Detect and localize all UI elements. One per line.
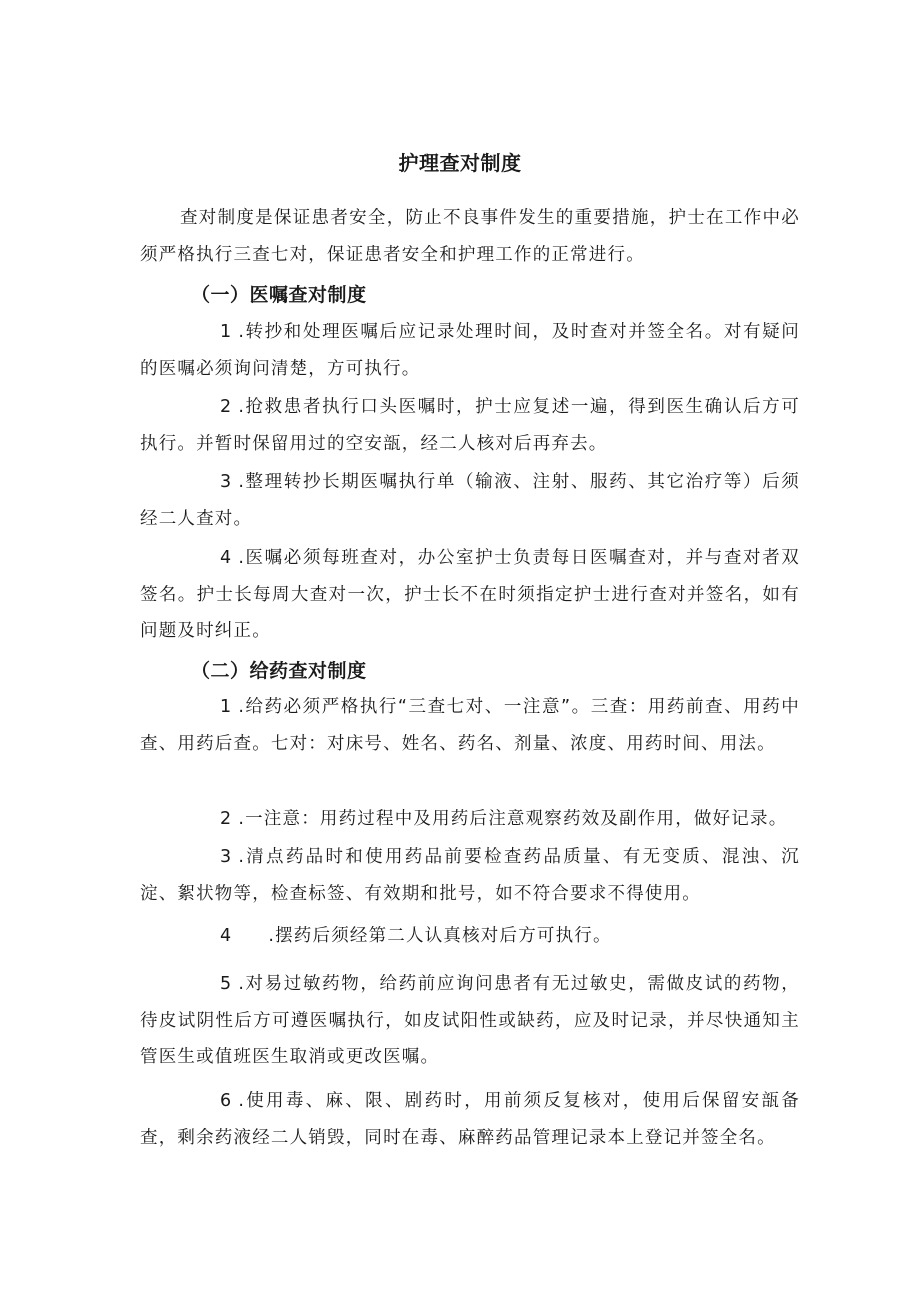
- item-text: .给药必须严格执行“三查七对、一注意”。三查：用药前查、用药中查、用药后查。七对：对床号、姓名、药名、剂量、浓度、用药时间、用法。: [140, 697, 800, 754]
- item-number: 6: [220, 1091, 233, 1111]
- item-text: .转抄和处理医嘱后应记录处理时间，及时查对并签全名。对有疑问的医嘱必须询问清楚，方可执行。: [140, 322, 800, 379]
- item-number: 5: [220, 974, 233, 994]
- item-text: .整理转抄长期医嘱执行单（输液、注射、服药、其它治疗等）后须经二人查对。: [140, 472, 800, 529]
- item-text: .清点药品时和使用药品前要检查药品质量、有无变质、混浊、沉淀、絮状物等，检查标签、有效期和批号，如不符合要求不得使用。: [140, 847, 800, 904]
- section-2-item-2: [140, 801, 800, 838]
- item-number: 2: [220, 397, 233, 417]
- section-1-item-3: [140, 464, 800, 537]
- item-number: 2: [220, 809, 233, 829]
- section-1-item-2: [140, 389, 800, 462]
- section-2-item-5: [140, 966, 800, 1076]
- section-1-item-4: [140, 540, 800, 650]
- section-heading-1: （一）医嘱查对制度: [191, 284, 367, 306]
- item-text: .摆药后须经第二人认真核对后方可执行。: [268, 926, 612, 946]
- section-2-item-6: [140, 1083, 800, 1156]
- item-text: .使用毒、麻、限、剧药时，用前须反复核对，使用后保留安瓿备查，剩余药液经二人销毁，同时在毒、麻醉药品管理记录本上登记并签全名。: [140, 1091, 800, 1148]
- item-text: .医嘱必须每班查对，办公室护士负责每日医嘱查对，并与查对者双签名。护士长每周大查对一次，护士长不在时须指定护士进行查对并签名，如有问题及时纠正。: [140, 548, 800, 641]
- item-number: 4: [220, 548, 233, 568]
- item-number: 1: [220, 697, 233, 717]
- item-number: 3: [220, 847, 233, 867]
- section-2-item-4: [140, 918, 800, 955]
- item-text: .对易过敏药物，给药前应询问患者有无过敏史，需做皮试的药物，待皮试阴性后方可遵医嘱执行，如皮试阳性或缺药，应及时记录，并尽快通知主管医生或值班医生取消或更改医嘱。: [140, 974, 800, 1067]
- section-2-item-3: [140, 839, 800, 912]
- item-text: .抢救患者执行口头医嘱时，护士应复述一遍，得到医生确认后方可执行。并暂时保留用过的空安瓿，经二人核对后再弃去。: [140, 397, 800, 454]
- item-text: .一注意：用药过程中及用药后注意观察药效及副作用，做好记录。: [238, 809, 788, 829]
- section-heading-2: （二）给药查对制度: [191, 660, 367, 682]
- item-number: 1: [220, 322, 233, 342]
- section-1-item-1: [140, 314, 800, 387]
- item-number: 4: [220, 926, 233, 946]
- item-number: 3: [220, 472, 233, 492]
- section-2-item-1: [140, 689, 800, 762]
- document-title: 护理查对制度: [398, 151, 522, 175]
- intro-paragraph: 查对制度是保证患者安全，防止不良事件发生的重要措施，护士在工作中必须严格执行三查七对，保证患者安全和护理工作的正常进行。: [140, 208, 800, 265]
